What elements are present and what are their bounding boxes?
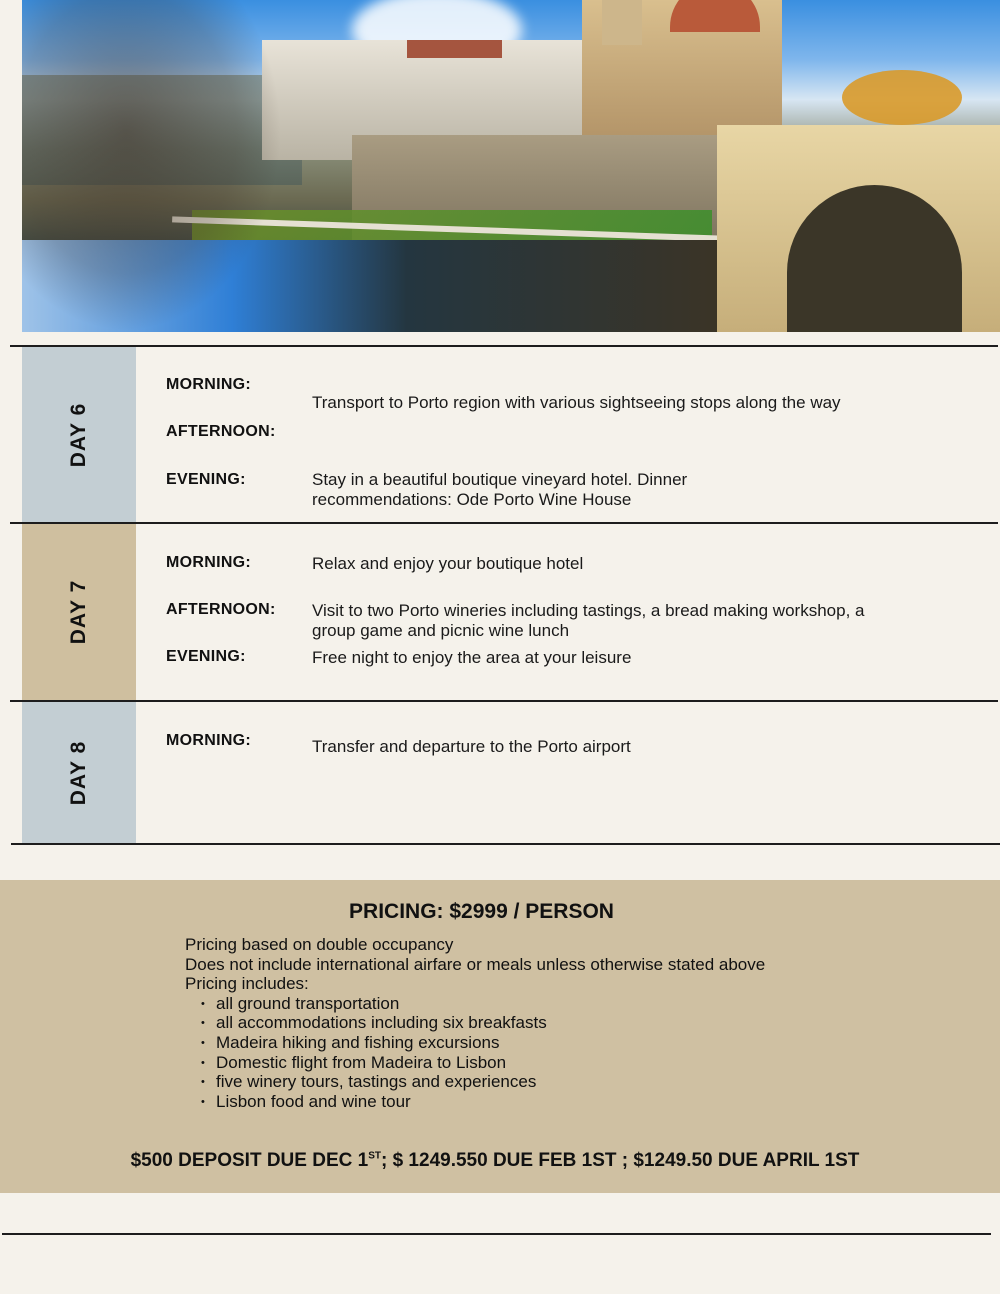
divider bbox=[11, 843, 1000, 845]
day-7-evening-text: Free night to enjoy the area at your leisure bbox=[312, 648, 632, 667]
day-6-evening-text: Stay in a beautiful boutique vineyard hotel. Dinner recommendations: Ode Porto Wine House bbox=[312, 470, 688, 509]
divider bbox=[10, 522, 998, 524]
day-8-label: DAY 8 bbox=[67, 740, 90, 805]
list-item: • all ground transportation bbox=[216, 994, 765, 1014]
pricing-includes-list bbox=[185, 994, 765, 1112]
divider bbox=[10, 700, 998, 702]
deposit-text-rest: ; $ 1249.550 DUE FEB 1ST ; $1249.50 DUE APRIL 1ST bbox=[380, 1150, 860, 1171]
day-6-afternoon-label: AFTERNOON: bbox=[166, 423, 276, 440]
divider bbox=[10, 345, 998, 347]
pricing-section bbox=[0, 880, 1000, 1193]
day-8-band bbox=[22, 702, 136, 843]
deposit-text: $500 DEPOSIT DUE DEC 1 bbox=[130, 1150, 369, 1171]
day-7-label: DAY 7 bbox=[67, 579, 90, 645]
day-6-evening-label: EVENING: bbox=[166, 471, 246, 488]
day-7-morning-text: Relax and enjoy your boutique hotel bbox=[312, 554, 584, 573]
list-item: • Domestic flight from Madeira to Lisbon bbox=[216, 1053, 765, 1073]
pricing-line: Pricing based on double occupancy bbox=[185, 935, 454, 954]
deposit-superscript: ST bbox=[368, 1150, 381, 1162]
autumn-tree bbox=[842, 70, 962, 125]
day-6-morning-label: MORNING: bbox=[166, 376, 252, 393]
list-item: • all accommodations including six breakfasts bbox=[216, 1013, 765, 1033]
day-7-morning-label: MORNING: bbox=[166, 554, 252, 571]
bare-tree bbox=[22, 0, 282, 332]
list-item: • five winery tours, tastings and experiences bbox=[216, 1072, 765, 1092]
day-6-label: DAY 6 bbox=[67, 402, 90, 467]
day-6-band bbox=[22, 347, 136, 522]
hero-photo bbox=[22, 0, 1000, 332]
day-8-morning-text: Transfer and departure to the Porto airport bbox=[312, 737, 631, 756]
divider bbox=[2, 1233, 991, 1235]
church-dome bbox=[670, 0, 760, 32]
day-6-morning-afternoon-text: Transport to Porto region with various sightseeing stops along the way bbox=[312, 393, 841, 412]
roof bbox=[407, 40, 502, 58]
list-item: • Lisbon food and wine tour bbox=[216, 1092, 765, 1112]
day-7-evening-label: EVENING: bbox=[166, 648, 246, 665]
pricing-title: PRICING: $2999 / PERSON bbox=[349, 900, 614, 923]
pricing-line: Pricing includes: bbox=[185, 974, 309, 994]
pricing-details bbox=[185, 935, 765, 1111]
bell-tower bbox=[602, 0, 642, 45]
pricing-line: Does not include international airfare or meals unless otherwise stated above bbox=[185, 954, 766, 974]
day-7-afternoon-label: AFTERNOON: bbox=[166, 601, 276, 618]
list-item: • Madeira hiking and fishing excursions bbox=[216, 1033, 765, 1053]
day-7-band bbox=[22, 524, 136, 700]
deposit-schedule bbox=[0, 1150, 990, 1172]
day-8-morning-label: MORNING: bbox=[166, 732, 252, 749]
day-7-afternoon-text: Visit to two Porto wineries including tastings, a bread making workshop, a group game and picnic wine lunch bbox=[312, 601, 865, 640]
